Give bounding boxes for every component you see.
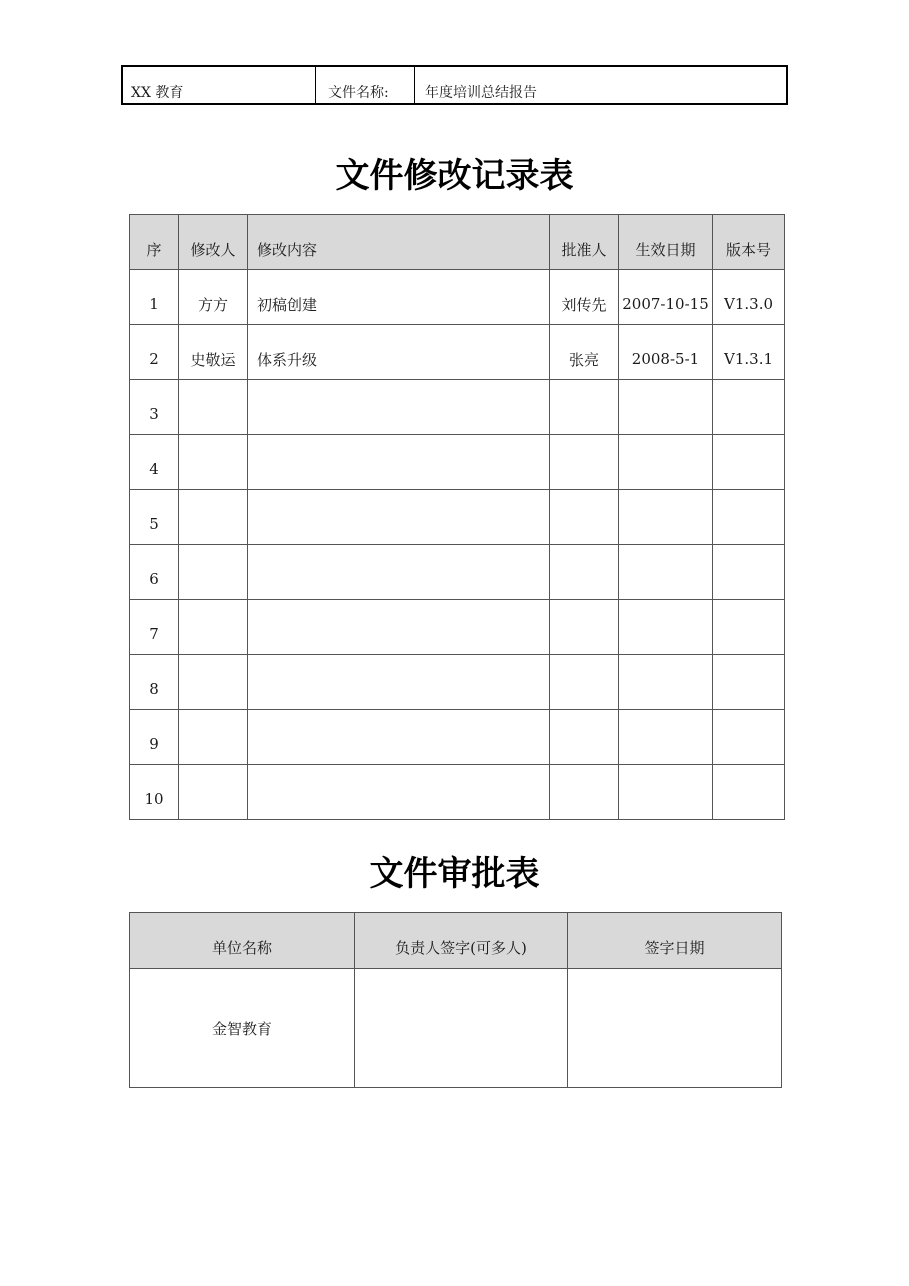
seq-cell: 10 bbox=[130, 765, 179, 820]
content-cell[interactable] bbox=[248, 765, 550, 820]
version-cell[interactable] bbox=[713, 765, 785, 820]
approver-cell[interactable] bbox=[550, 710, 619, 765]
approval-table-title: 文件审批表 bbox=[369, 854, 540, 894]
date-cell[interactable] bbox=[619, 765, 713, 820]
col-header-date: 生效日期 bbox=[619, 215, 713, 270]
version-cell[interactable]: V1.3.1 bbox=[713, 325, 785, 380]
revision-table-title: 文件修改记录表 bbox=[335, 156, 574, 196]
approver-cell[interactable]: 张亮 bbox=[550, 325, 619, 380]
approval-table bbox=[129, 912, 782, 1088]
document-header bbox=[121, 65, 788, 105]
approval-unit-cell: 金智教育 bbox=[130, 969, 355, 1088]
version-cell[interactable]: V1.3.0 bbox=[713, 270, 785, 325]
approval-row bbox=[130, 969, 782, 1088]
content-cell[interactable] bbox=[248, 435, 550, 490]
content-cell[interactable]: 初稿创建 bbox=[248, 270, 550, 325]
table-row bbox=[130, 325, 785, 380]
modifier-cell[interactable] bbox=[179, 490, 248, 545]
seq-cell: 1 bbox=[130, 270, 179, 325]
col-header-content: 修改内容 bbox=[248, 215, 550, 270]
header-file-name-label: 文件名称: bbox=[316, 67, 415, 103]
content-cell[interactable]: 体系升级 bbox=[248, 325, 550, 380]
date-cell[interactable] bbox=[619, 710, 713, 765]
content-cell[interactable] bbox=[248, 710, 550, 765]
content-cell[interactable] bbox=[248, 380, 550, 435]
version-cell[interactable] bbox=[713, 600, 785, 655]
content-cell[interactable] bbox=[248, 545, 550, 600]
seq-cell: 8 bbox=[130, 655, 179, 710]
col-header-approver: 批准人 bbox=[550, 215, 619, 270]
seq-cell: 7 bbox=[130, 600, 179, 655]
table-row bbox=[130, 765, 785, 820]
version-cell[interactable] bbox=[713, 710, 785, 765]
approver-cell[interactable] bbox=[550, 435, 619, 490]
version-cell[interactable] bbox=[713, 380, 785, 435]
version-cell[interactable] bbox=[713, 435, 785, 490]
table-row bbox=[130, 710, 785, 765]
col-header-version: 版本号 bbox=[713, 215, 785, 270]
table-row bbox=[130, 270, 785, 325]
col-header-signer: 负责人签字(可多人) bbox=[355, 913, 568, 969]
header-file-name: 年度培训总结报告 bbox=[425, 85, 537, 101]
col-header-modifier: 修改人 bbox=[179, 215, 248, 270]
approval-signer-cell[interactable] bbox=[355, 969, 568, 1088]
seq-cell: 4 bbox=[130, 435, 179, 490]
date-cell[interactable]: 2007-10-15 bbox=[619, 270, 713, 325]
date-cell[interactable] bbox=[619, 490, 713, 545]
modifier-cell[interactable] bbox=[179, 545, 248, 600]
content-cell[interactable] bbox=[248, 600, 550, 655]
table-row bbox=[130, 435, 785, 490]
seq-cell: 5 bbox=[130, 490, 179, 545]
approval-sign-date-cell[interactable] bbox=[568, 969, 782, 1088]
seq-cell: 9 bbox=[130, 710, 179, 765]
approver-cell[interactable] bbox=[550, 380, 619, 435]
col-header-seq: 序 bbox=[130, 215, 179, 270]
date-cell[interactable] bbox=[619, 380, 713, 435]
seq-cell: 2 bbox=[130, 325, 179, 380]
date-cell[interactable] bbox=[619, 545, 713, 600]
header-org: XX 教育 bbox=[123, 67, 316, 103]
modifier-cell[interactable]: 史敬运 bbox=[179, 325, 248, 380]
approver-cell[interactable]: 刘传先 bbox=[550, 270, 619, 325]
seq-cell: 6 bbox=[130, 545, 179, 600]
version-cell[interactable] bbox=[713, 545, 785, 600]
modifier-cell[interactable] bbox=[179, 435, 248, 490]
approver-cell[interactable] bbox=[550, 765, 619, 820]
version-cell[interactable] bbox=[713, 655, 785, 710]
content-cell[interactable] bbox=[248, 490, 550, 545]
content-cell[interactable] bbox=[248, 655, 550, 710]
seq-cell: 3 bbox=[130, 380, 179, 435]
date-cell[interactable] bbox=[619, 435, 713, 490]
modifier-cell[interactable] bbox=[179, 710, 248, 765]
table-row bbox=[130, 490, 785, 545]
date-cell[interactable] bbox=[619, 600, 713, 655]
approver-cell[interactable] bbox=[550, 545, 619, 600]
modifier-cell[interactable] bbox=[179, 655, 248, 710]
modifier-cell[interactable] bbox=[179, 765, 248, 820]
approver-cell[interactable] bbox=[550, 490, 619, 545]
modifier-cell[interactable] bbox=[179, 380, 248, 435]
table-row bbox=[130, 380, 785, 435]
approval-table-header-row bbox=[130, 913, 782, 969]
date-cell[interactable]: 2008-5-1 bbox=[619, 325, 713, 380]
table-row bbox=[130, 600, 785, 655]
approver-cell[interactable] bbox=[550, 655, 619, 710]
table-row bbox=[130, 655, 785, 710]
revision-table bbox=[129, 214, 785, 820]
modifier-cell[interactable]: 方方 bbox=[179, 270, 248, 325]
revision-table-header-row bbox=[130, 215, 785, 270]
approver-cell[interactable] bbox=[550, 600, 619, 655]
modifier-cell[interactable] bbox=[179, 600, 248, 655]
version-cell[interactable] bbox=[713, 490, 785, 545]
table-row bbox=[130, 545, 785, 600]
date-cell[interactable] bbox=[619, 655, 713, 710]
col-header-sign-date: 签字日期 bbox=[568, 913, 782, 969]
col-header-unit: 单位名称 bbox=[130, 913, 355, 969]
